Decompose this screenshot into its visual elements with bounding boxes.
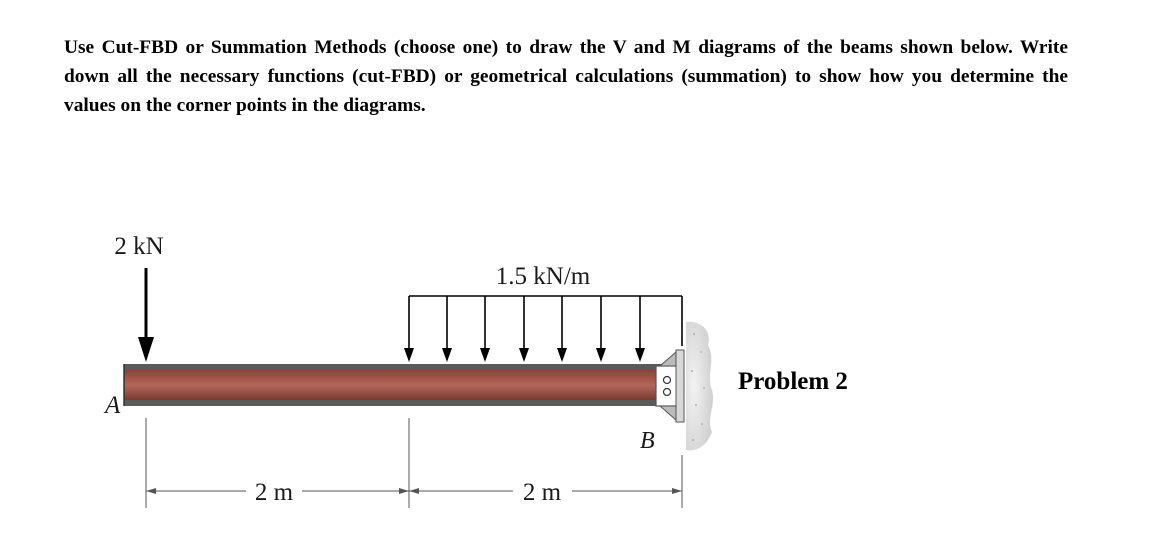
point-b-label: B bbox=[640, 428, 655, 454]
connection-bracket bbox=[656, 350, 684, 422]
beam-bottom-flange bbox=[124, 400, 684, 406]
span1-label: 2 m bbox=[254, 479, 294, 506]
distributed-load bbox=[404, 296, 682, 362]
beam-top-flange bbox=[124, 364, 684, 370]
beam-body bbox=[124, 370, 684, 400]
fixed-wall bbox=[686, 322, 713, 451]
problem-instructions: Use Cut-FBD or Summation Methods (choose one) to draw the V and M diagrams of the beams shown below. Write down all the necessary functions (cut-FBD) or geometrical calculations (summation) to show how you determine the values on the corner points in the diagrams. bbox=[64, 37, 1068, 116]
problem-label: Problem 2 bbox=[738, 368, 848, 395]
distributed-load-label: 1.5 kN/m bbox=[495, 263, 591, 290]
point-load-arrow bbox=[138, 268, 154, 362]
point-a-label: A bbox=[105, 392, 121, 419]
span2-label: 2 m bbox=[522, 479, 562, 506]
point-load-label: 2 kN bbox=[114, 233, 164, 260]
dimension-lines bbox=[146, 418, 682, 508]
